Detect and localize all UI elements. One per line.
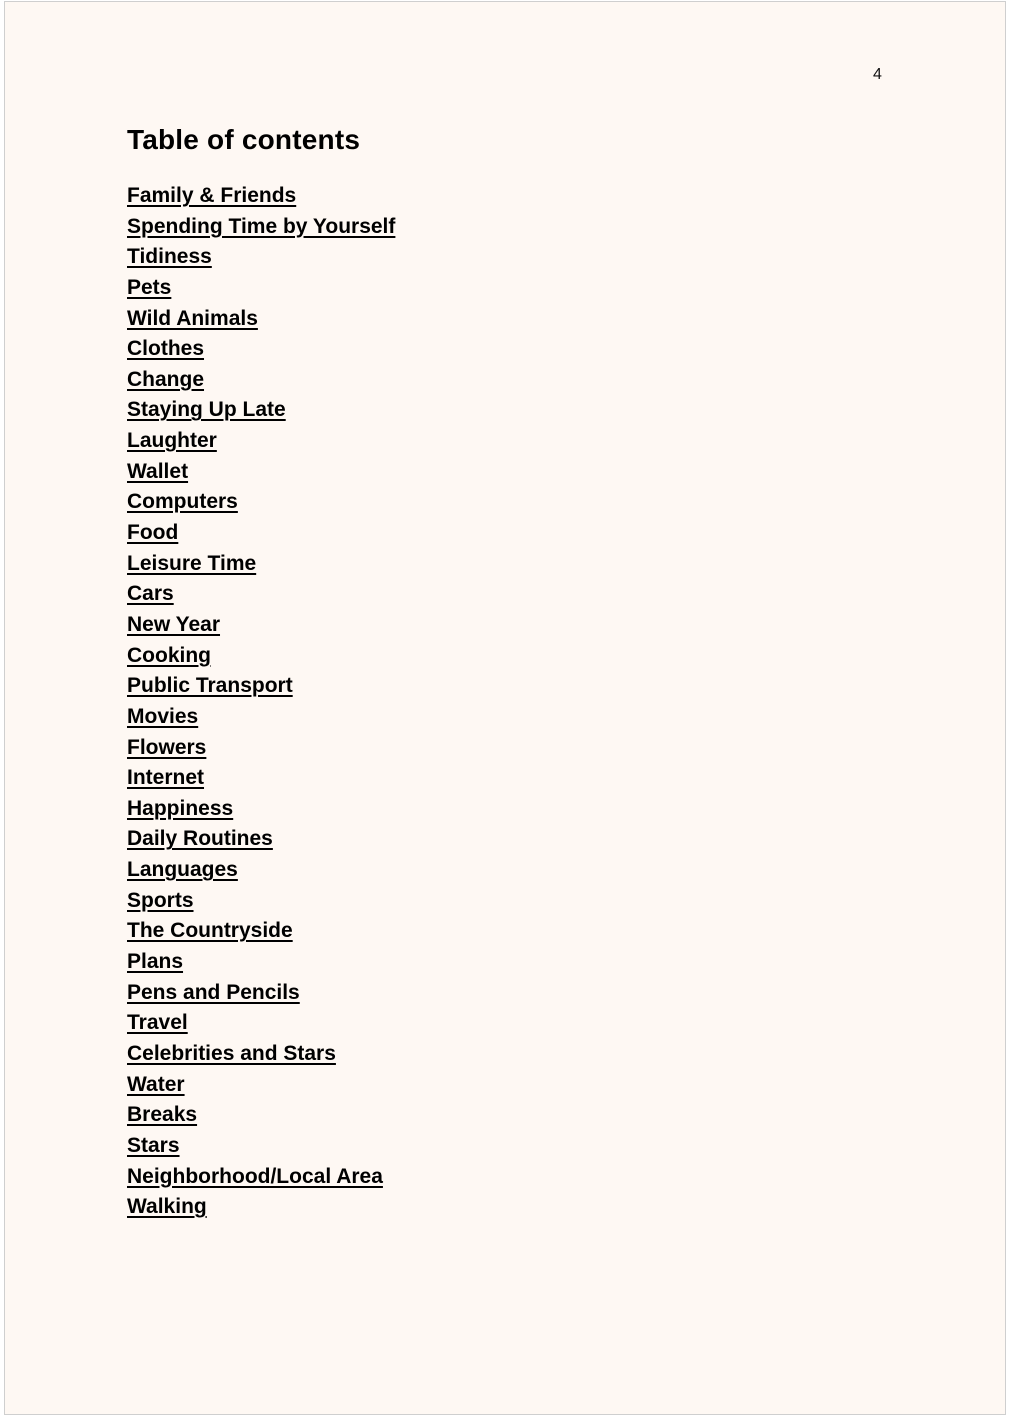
toc-entry bbox=[127, 304, 395, 335]
toc-entry bbox=[127, 579, 395, 610]
toc-title: Table of contents bbox=[127, 124, 361, 155]
toc-link-breaks[interactable]: Breaks bbox=[127, 1103, 198, 1127]
toc-link-laughter[interactable]: Laughter bbox=[127, 429, 217, 453]
toc-entry bbox=[127, 916, 395, 947]
toc-entry bbox=[127, 1131, 395, 1162]
toc-entry bbox=[127, 487, 395, 518]
toc-link-cars[interactable]: Cars bbox=[127, 582, 174, 606]
toc-entry bbox=[127, 1070, 395, 1101]
toc-link-water[interactable]: Water bbox=[127, 1072, 185, 1096]
toc-link-celebrities-and-stars[interactable]: Celebrities and Stars bbox=[127, 1041, 336, 1065]
toc-link-languages[interactable]: Languages bbox=[127, 858, 238, 882]
toc-entry bbox=[127, 671, 395, 702]
toc-link-wallet[interactable]: Wallet bbox=[127, 459, 189, 483]
toc-link-leisure-time[interactable]: Leisure Time bbox=[127, 551, 257, 575]
toc-link-flowers[interactable]: Flowers bbox=[127, 735, 207, 759]
toc-entry bbox=[127, 518, 395, 549]
toc-link-happiness[interactable]: Happiness bbox=[127, 796, 234, 820]
toc-entry bbox=[127, 763, 395, 794]
toc-entry bbox=[127, 212, 395, 243]
toc-entry bbox=[127, 794, 395, 825]
toc-entry bbox=[127, 457, 395, 488]
toc-entry bbox=[127, 978, 395, 1009]
toc-link-tidiness[interactable]: Tidiness bbox=[127, 245, 212, 269]
toc-link-food[interactable]: Food bbox=[127, 521, 179, 545]
toc-link-family-friends[interactable]: Family & Friends bbox=[127, 184, 297, 207]
toc-entry bbox=[127, 886, 395, 917]
toc-entry bbox=[127, 1192, 395, 1223]
toc-link-staying-up-late[interactable]: Staying Up Late bbox=[127, 398, 286, 422]
toc-link-new-year[interactable]: New Year bbox=[127, 612, 221, 636]
toc-entry bbox=[127, 947, 395, 978]
document-page bbox=[4, 1, 1006, 1415]
toc-list bbox=[127, 181, 395, 1223]
toc-entry bbox=[127, 549, 395, 580]
toc-link-change[interactable]: Change bbox=[127, 367, 205, 391]
toc-link-travel[interactable]: Travel bbox=[127, 1011, 188, 1035]
toc-link-spending-time-by-yourself[interactable]: Spending Time by Yourself bbox=[127, 214, 396, 238]
toc-link-stars[interactable]: Stars bbox=[127, 1133, 180, 1157]
toc-entry bbox=[127, 702, 395, 733]
toc-link-cooking[interactable]: Cooking bbox=[127, 643, 211, 667]
page-number: 4 bbox=[873, 66, 882, 83]
toc-entry bbox=[127, 1008, 395, 1039]
toc-entry bbox=[127, 181, 395, 212]
toc-entry bbox=[127, 855, 395, 886]
toc-link-wild-animals[interactable]: Wild Animals bbox=[127, 306, 258, 330]
toc-entry bbox=[127, 733, 395, 764]
toc-entry bbox=[127, 610, 395, 641]
toc-link-internet[interactable]: Internet bbox=[127, 766, 205, 790]
toc-entry bbox=[127, 395, 395, 426]
toc-entry bbox=[127, 273, 395, 304]
toc-entry bbox=[127, 242, 395, 273]
toc-link-sports[interactable]: Sports bbox=[127, 888, 194, 912]
toc-link-movies[interactable]: Movies bbox=[127, 704, 199, 728]
toc-link-pens-and-pencils[interactable]: Pens and Pencils bbox=[127, 980, 300, 1004]
toc-entry bbox=[127, 1162, 395, 1193]
toc-entry bbox=[127, 334, 395, 365]
toc-link-clothes[interactable]: Clothes bbox=[127, 337, 205, 361]
toc-entry bbox=[127, 1100, 395, 1131]
toc-link-public-transport[interactable]: Public Transport bbox=[127, 674, 293, 698]
toc-entry bbox=[127, 426, 395, 457]
toc-link-neighborhood-local-area[interactable]: Neighborhood/Local Area bbox=[127, 1164, 383, 1188]
toc-entry bbox=[127, 824, 395, 855]
toc-link-plans[interactable]: Plans bbox=[127, 950, 184, 974]
toc-entry bbox=[127, 365, 395, 396]
toc-entry bbox=[127, 1039, 395, 1070]
toc-link-daily-routines[interactable]: Daily Routines bbox=[127, 827, 273, 851]
toc-link-computers[interactable]: Computers bbox=[127, 490, 238, 514]
toc-link-walking[interactable]: Walking bbox=[127, 1195, 207, 1219]
toc-link-the-countryside[interactable]: The Countryside bbox=[127, 919, 293, 943]
toc-link-pets[interactable]: Pets bbox=[127, 275, 172, 299]
toc-entry bbox=[127, 641, 395, 672]
